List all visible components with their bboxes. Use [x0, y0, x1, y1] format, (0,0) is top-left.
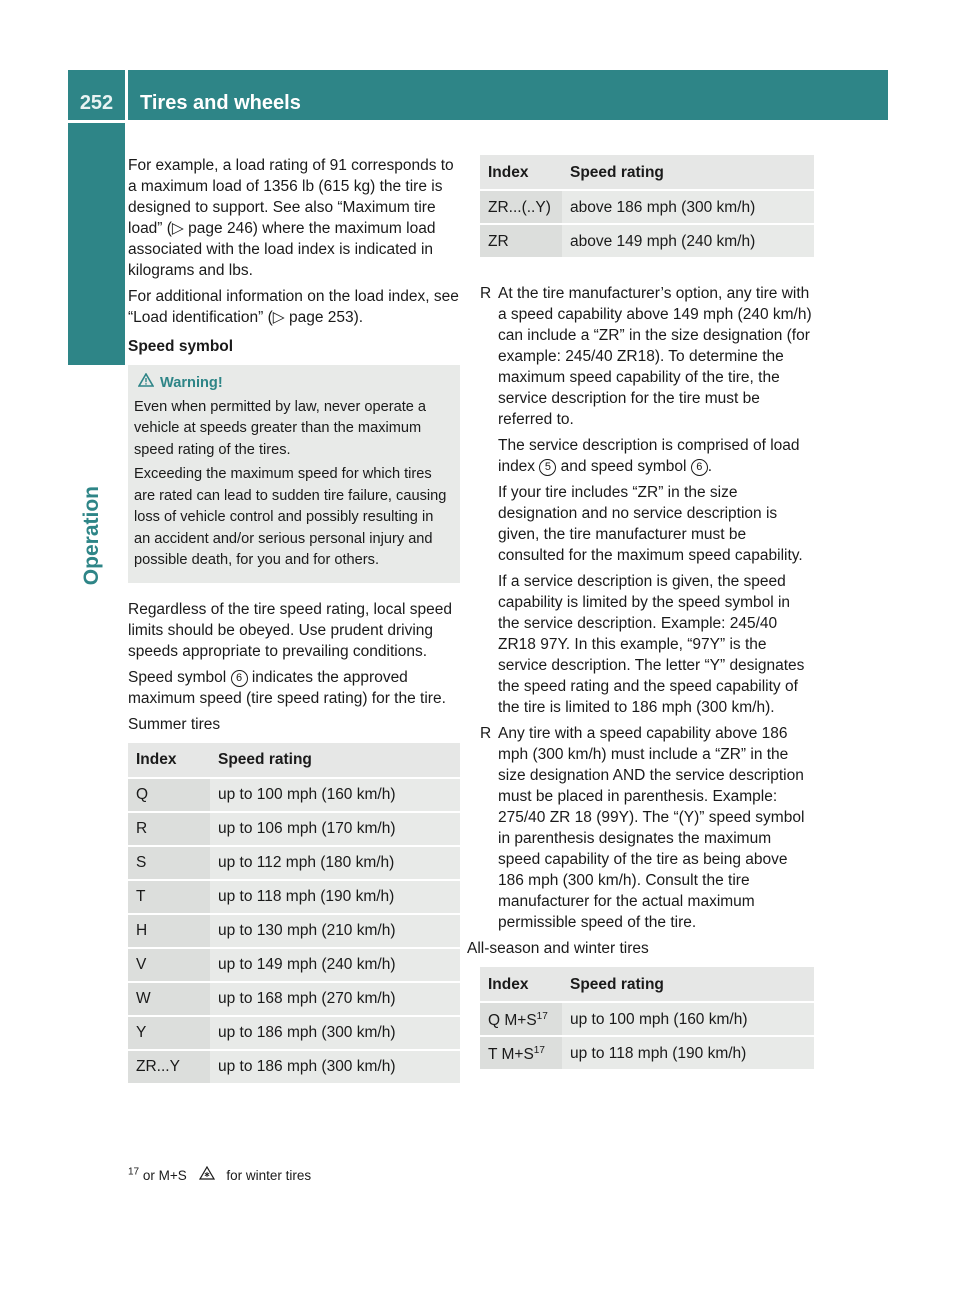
index-cell: S [128, 847, 210, 881]
table-row [128, 983, 460, 1017]
index-cell: Q $M+S^{17}$ [480, 1003, 562, 1037]
table-row [128, 881, 460, 915]
side-tab-block [68, 123, 125, 365]
index-cell: V [128, 949, 210, 983]
rating-cell: above 149 mph (240 km/h) [562, 225, 814, 259]
allseason-tires-table [480, 967, 814, 1071]
left-column [128, 155, 460, 1099]
section-heading: Speed symbol [128, 338, 234, 355]
rating-cell: up to 186 mph (300 km/h) [210, 1051, 460, 1085]
callout-marker: 6 [691, 459, 708, 476]
bullet-item [480, 723, 814, 933]
callout-marker: 6 [231, 670, 248, 687]
index-cell: T $M+S^{17}$ [480, 1037, 562, 1071]
rating-cell: above 186 mph (300 km/h) [562, 191, 814, 225]
column-header: Speed rating [562, 967, 814, 1003]
paragraph: The service description is comprised of load index 5 and speed symbol 6 . [498, 437, 800, 475]
table-caption: All-season and winter tires [467, 940, 649, 957]
right-column [467, 155, 814, 1085]
paragraph: At the tire manufacturer’s option, any tire with a speed capability above 149 mph (240 km/h) can include a “ZR” in the size designation (for example: 245/40 ZR18). To determine the maximum speed capability of the tire, the service description for the tire must be referred to. [498, 285, 812, 428]
footnote [128, 1166, 311, 1183]
bullet-item [480, 283, 814, 718]
paragraph: If your tire includes “ZR” in the size designation and no service description is given, the tire manufacturer must be consulted for the maximum speed capability. [498, 484, 803, 564]
column-header: Index [480, 155, 562, 191]
table-row [480, 225, 814, 259]
warning-box [128, 365, 460, 583]
bullet-marker: R [480, 285, 492, 302]
index-cell: ZR...Y [128, 1051, 210, 1085]
column-header: Index [128, 743, 210, 779]
paragraph: Speed symbol 6 indicates the approved maximum speed (tire speed rating) for the tire. [128, 668, 446, 707]
table-row [128, 813, 460, 847]
table-row [480, 191, 814, 225]
table-row [480, 1003, 814, 1037]
column-header: Index [480, 967, 562, 1003]
paragraph: For example, a load rating of 91 corresponds to a maximum load of 1356 lb (615 kg) the tire is designed to support. See also “Maximum tire load” (▷ page 246) where the maximum load associated with the load index is indicated in kilograms and lbs. [128, 157, 454, 279]
rating-cell: up to 106 mph (170 km/h) [210, 813, 460, 847]
rating-cell: up to 100 mph (160 km/h) [562, 1003, 814, 1037]
warning-text: Even when permitted by law, never operate a vehicle at speeds greater than the maximum speed rating of the tires. [134, 398, 427, 458]
page-header [68, 70, 888, 120]
snowflake-mountain-icon [199, 1166, 215, 1183]
index-cell: H [128, 915, 210, 949]
warning-triangle-icon [138, 373, 154, 395]
header-divider [125, 70, 128, 120]
footnote-text: or M+S [142, 1168, 187, 1183]
table-row [128, 949, 460, 983]
index-cell: Q [128, 779, 210, 813]
index-cell: Y [128, 1017, 210, 1051]
column-header: Speed rating [562, 155, 814, 191]
table-caption: Summer tires [128, 715, 221, 733]
table-row [128, 1051, 460, 1085]
summer-tires-table [128, 743, 460, 1085]
table-row [128, 847, 460, 881]
rating-cell: up to 100 mph (160 km/h) [210, 779, 460, 813]
zr-speed-table [480, 155, 814, 259]
footnote-number: 17 [128, 1166, 140, 1178]
paragraph: Regardless of the tire speed rating, local speed limits should be obeyed. Use prudent driving speeds appropriate to prevailing conditions. [128, 600, 452, 660]
callout-marker: 5 [539, 459, 556, 476]
index-cell: ZR [480, 225, 562, 259]
chapter-title: Tires and wheels [140, 92, 301, 114]
warning-text: Exceeding the maximum speed for which tires are rated can lead to sudden tire failure, causing loss of vehicle control and possibly resulting in an accident and/or serious personal injury and possible death, for you and for others. [134, 466, 447, 568]
paragraph: If a service description is given, the speed capability is limited by the speed symbol in the service description. Example: 245/40 ZR18 97Y. In this example, “97Y” is the service description. The letter “Y” designates the speed rating and the speed capability of the tire is limited to 186 mph (300 km/h). [498, 573, 805, 716]
footnote-text: for winter tires [226, 1168, 312, 1183]
index-cell: ZR...(..Y) [480, 191, 562, 225]
rating-cell: up to 168 mph (270 km/h) [210, 983, 460, 1017]
index-cell: W [128, 983, 210, 1017]
rating-cell: up to 130 mph (210 km/h) [210, 915, 460, 949]
index-cell: T [128, 881, 210, 915]
table-row [128, 1017, 460, 1051]
rating-cell: up to 186 mph (300 km/h) [210, 1017, 460, 1051]
warning-title: Warning! [134, 373, 450, 395]
rating-cell: up to 149 mph (240 km/h) [210, 949, 460, 983]
rating-cell: up to 118 mph (190 km/h) [562, 1037, 814, 1071]
table-row [128, 779, 460, 813]
column-header: Speed rating [210, 743, 460, 779]
table-row [480, 1037, 814, 1071]
index-cell: R [128, 813, 210, 847]
paragraph: Any tire with a speed capability above 186 mph (300 km/h) must include a “ZR” in the size designation AND the service description must be placed in parenthesis. Example: 275/40 ZR 18 (99Y). The “(Y)” speed symbol in parenthesis designates the maximum speed capability of the tire as being above 186 mph (300 km/h). Consult the tire manufacturer for the actual maximum permissible speed of the tire. [498, 725, 805, 931]
page-number: 252 [79, 92, 114, 114]
rating-cell: up to 112 mph (180 km/h) [210, 847, 460, 881]
bullet-marker: R [480, 725, 492, 742]
paragraph: For additional information on the load index, see “Load identification” (▷ page 253). [128, 288, 459, 326]
table-row [128, 915, 460, 949]
rating-cell: up to 118 mph (190 km/h) [210, 881, 460, 915]
